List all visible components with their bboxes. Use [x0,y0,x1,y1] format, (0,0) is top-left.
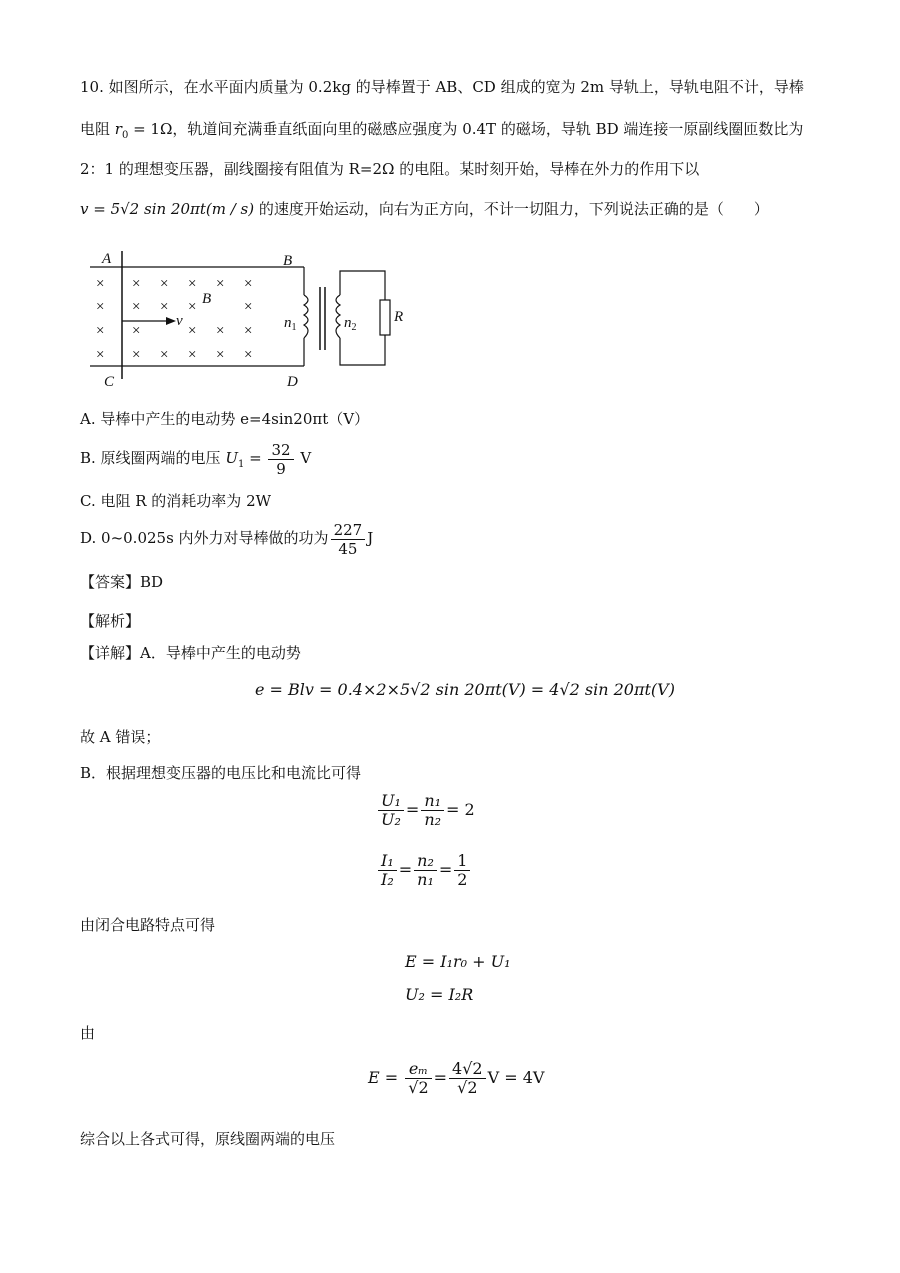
label-d: D [287,374,298,390]
field-cross: × [216,323,225,339]
field-cross: × [188,299,197,315]
field-cross: × [132,323,141,339]
field-cross: × [216,276,225,292]
detail-heading: 【详解】A．导棒中产生的电动势 [80,644,301,662]
equation-emf: e = Blv = 0.4×2×5√2 sin 20πt(V) = 4√2 sin 20πt(V) [255,680,675,699]
circuit-figure [80,245,420,395]
question-line-3: 2：1 的理想变压器，副线圈接有阻值为 R=2Ω 的电阻。某时刻开始，导棒在外力的作用下以 [80,160,700,178]
option-b-intro: B．根据理想变压器的电压比和电流比可得 [80,764,362,782]
field-cross: × [132,299,141,315]
label-a: A [102,251,112,267]
field-cross: × [160,299,169,315]
field-cross: × [188,276,197,292]
primary-coil [304,295,308,338]
you-text: 由 [80,1024,96,1042]
conclusion-a: 故 A 错误； [80,728,161,746]
label-b: B [283,253,293,269]
label-v: v [176,313,183,329]
label-c: C [104,374,115,390]
velocity-formula: v = 5√2 sin 20πt(m / s) [80,200,255,218]
option-d-fraction: $\frac{227}{45}$ [331,521,366,558]
question-line-2: 电阻 $r_0 = 1\Omega$，轨道间充满垂直纸面向里的磁感应强度为 0.4T 的磁场，导轨 BD 端连接一原副线圈匝数比为 [80,120,804,141]
resistor [380,300,390,335]
equation-e: E = I₁r₀ + U₁ [405,952,511,971]
question-line-4-text: 的速度开始运动，向右为正方向，不计一切阻力，下列说法正确的是（ ） [254,200,769,218]
question-line-2-rest: ，轨道间充满垂直纸面向里的磁感应强度为 0.4T 的磁场，导轨 BD 端连接一原副线圈匝数比为 [172,120,804,138]
field-cross: × [96,276,105,292]
equation-effective-e: E = $\frac{\text{eₘ}}{√2}$ = $\frac{4√2}{√2}$ V = 4V [368,1059,545,1097]
answer: 【答案】BD [80,573,164,591]
field-cross: × [96,299,105,315]
field-cross: × [188,347,197,363]
field-cross: × [160,347,169,363]
field-cross: × [132,347,141,363]
field-cross: × [160,276,169,292]
option-b: B. 原线圈两端的电压 $U_1$ = $\frac{32}{9}$ V [80,440,312,478]
label-r: R [394,309,404,325]
closed-circuit-text: 由闭合电路特点可得 [80,916,216,934]
magnetic-field-crosses [96,276,252,363]
label-field: B [202,291,212,307]
option-b-fraction: $\frac{32}{9}$ [268,441,293,478]
field-cross: × [96,347,105,363]
field-cross: × [188,323,197,339]
field-cross: × [244,323,253,339]
field-cross: × [96,323,105,339]
option-d: D. 0~0.025s 内外力对导棒做的功为 $\frac{227}{45}$ J [80,520,374,558]
summary-text: 综合以上各式可得，原线圈两端的电压 [80,1130,336,1148]
option-c: C. 电阻 R 的消耗功率为 2W [80,492,272,510]
field-cross: × [244,347,253,363]
field-cross: × [244,276,253,292]
label-n2: $n_2$ [344,315,357,333]
label-n1: $n_1$ [284,315,297,333]
option-a: A. 导棒中产生的电动势 e=4sin20πt（V） [80,410,370,428]
field-cross: × [244,299,253,315]
question-line-4 [80,198,769,220]
question-line-1: 10. 如图所示，在水平面内质量为 0.2kg 的导棒置于 AB、CD 组成的宽为 2m 导轨上，导轨电阻不计，导棒 [80,78,804,96]
analysis-title: 【解析】 [80,612,141,630]
field-cross: × [132,276,141,292]
voltage-ratio-equation: $\frac{\text{U₁}}{\text{U₂}}$ = $\frac{\text{n₁}}{\text{n₂}}$ = 2 [376,792,475,829]
equation-u2: U₂ = I₂R [405,985,474,1004]
question-line-2-prefix: 电阻 [80,120,115,138]
current-ratio-equation: $\frac{\text{I₁}}{\text{I₂}}$ = $\frac{\text{n₂}}{\text{n₁}}$ = $\frac{1}{2}$ [376,852,472,889]
secondary-coil [336,295,340,338]
field-cross: × [216,347,225,363]
